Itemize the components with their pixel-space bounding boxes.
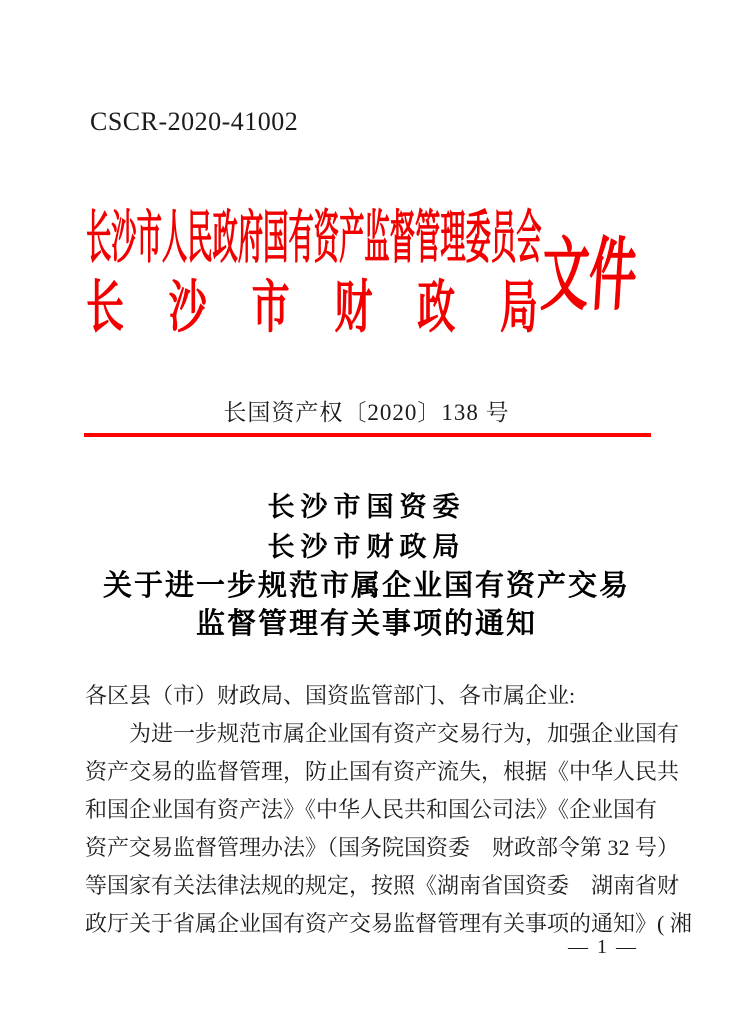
body-line: 等国家有关法律法规的规定，按照《湖南省国资委 湖南省财	[85, 873, 680, 898]
salutation-line: 各区县（市）财政局、国资监管部门、各市属企业:	[85, 683, 576, 708]
body-line: 资产交易监督管理办法》（国务院国资委 财政部令第 32 号）	[85, 835, 680, 860]
body-line: 资产交易的监督管理，防止国有资产流失，根据《中华人民共	[85, 759, 680, 784]
body-text	[85, 677, 692, 943]
title-line-3: 关于进一步规范市属企业国有资产交易	[102, 570, 630, 602]
title-line-2: 长沙市财政局	[267, 532, 466, 562]
letterhead-org-line-2: 长 沙 市 财 政 局	[86, 277, 538, 340]
body-line: 政厅关于省属企业国有资产交易监督管理有关事项的通知》( 湘	[85, 911, 692, 936]
page-number: — 1 —	[568, 936, 638, 958]
archive-code: CSCR-2020-41002	[90, 107, 299, 136]
body-line: 为进一步规范市属企业国有资产交易行为，加强企业国有	[85, 721, 680, 746]
letterhead-doc-type-label: 文件	[538, 231, 640, 321]
letterhead-org-line-1: 长沙市人民政府国有资产监督管理委员会	[86, 206, 542, 271]
title-line-4: 监督管理有关事项的通知	[195, 608, 537, 640]
red-divider-rule	[84, 433, 651, 437]
title-line-1: 长沙市国资委	[267, 492, 466, 522]
document-title	[0, 487, 733, 643]
reference-number: 长国资产权〔2020〕138 号	[223, 400, 510, 425]
body-line: 和国企业国有资产法》《中华人民共和国公司法》《企业国有	[85, 797, 658, 822]
